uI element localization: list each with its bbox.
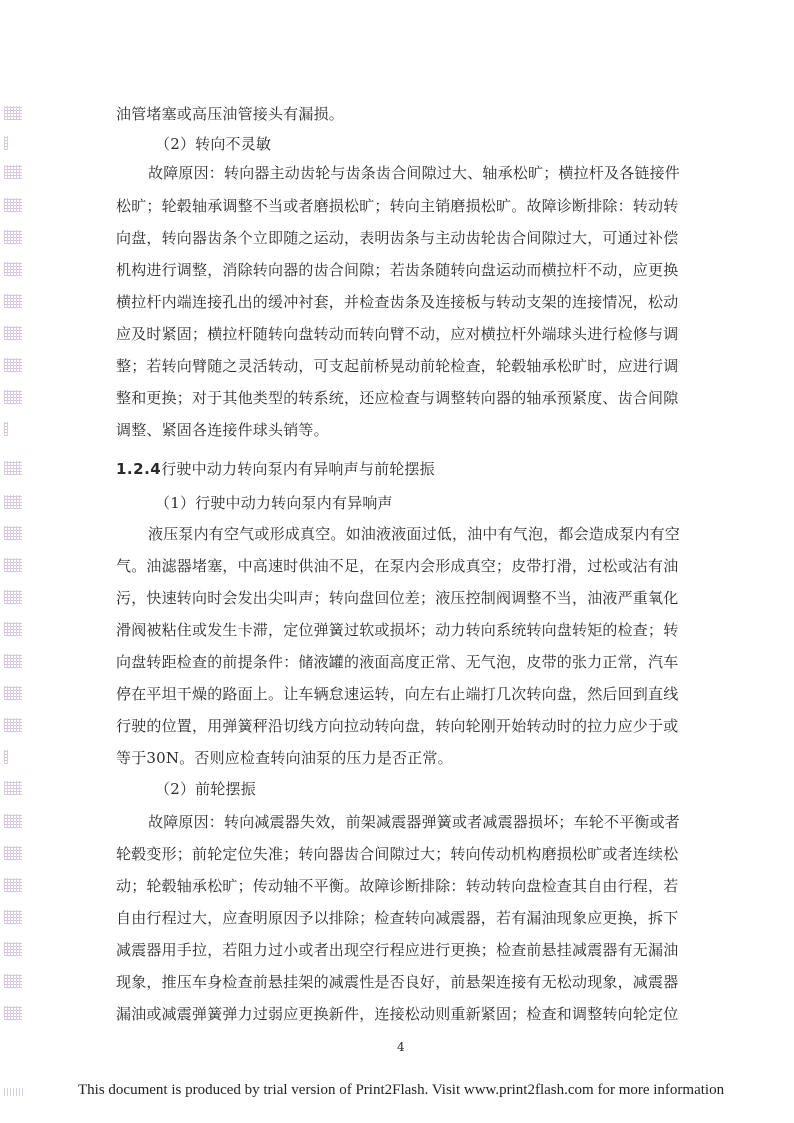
margin-scan-mark xyxy=(4,526,22,540)
margin-scan-mark xyxy=(4,910,22,924)
paragraph-line: 轮毂变形；前轮定位失准；转向器齿合间隙过大；转向传动机构磨损松旷或者连续松 xyxy=(116,845,679,863)
footer-artifact xyxy=(4,1088,24,1096)
margin-scan-mark xyxy=(4,294,22,308)
paragraph-line: 向盘，转向器齿条个立即随之运动，表明齿条与主动齿轮齿合间隙过大，可通过补偿 xyxy=(116,229,679,247)
margin-scan-mark xyxy=(4,558,22,572)
margin-scan-mark xyxy=(4,590,22,604)
margin-scan-mark xyxy=(4,846,22,860)
paragraph-line: 整和更换；对于其他类型的转系统，还应检查与调整转向器的轴承预紧度、齿合间隙 xyxy=(116,389,679,407)
paragraph-line: 液压泵内有空气或形成真空。如油液液面过低，油中有气泡，都会造成泵内有空 xyxy=(148,525,681,543)
paragraph-line: 调整、紧固各连接件球头销等。 xyxy=(116,421,329,439)
margin-scan-mark xyxy=(4,654,22,668)
paragraph-line: 漏油或减震弹簧弹力过弱应更换新件，连接松动则重新紧固；检查和调整转向轮定位 xyxy=(116,1005,679,1023)
paragraph-line: 动；轮毂轴承松旷；传动轴不平衡。故障诊断排除：转动转向盘检查其自由行程，若 xyxy=(116,877,679,895)
margin-scan-mark xyxy=(4,262,22,276)
paragraph-line: 行驶的位置，用弹簧秤沿切线方向拉动转向盘，转向轮刚开始转动时的拉力应少于或 xyxy=(116,717,679,735)
margin-scan-mark xyxy=(4,326,22,340)
margin-scan-mark xyxy=(4,781,22,795)
paragraph-line: 自由行程过大，应查明原因予以排除；检查转向减震器，若有漏油现象应更换，拆下 xyxy=(116,909,679,927)
subsection-title: （2）前轮摆振 xyxy=(155,780,256,798)
margin-scan-mark xyxy=(4,622,22,636)
margin-scan-mark xyxy=(4,461,22,475)
paragraph-line: 故障原因：转向器主动齿轮与齿条齿合间隙过大、轴承松旷；横拉杆及各链接件 xyxy=(148,164,681,182)
paragraph-line: 现象，推压车身检查前悬挂架的减震性是否良好，前悬架连接有无松动现象，减震器 xyxy=(116,973,679,991)
margin-scan-mark xyxy=(4,974,22,988)
margin-scan-mark xyxy=(4,198,22,212)
margin-scan-mark xyxy=(4,814,22,828)
margin-scan-mark xyxy=(4,390,22,404)
subsection-title: （1）行驶中动力转向泵内有异响声 xyxy=(155,494,393,512)
paragraph-line: 应及时紧固；横拉杆随转向盘转动而转向臂不动，应对横拉杆外端球头进行检修与调 xyxy=(116,325,679,343)
paragraph-line: 减震器用手拉，若阻力过小或者出现空行程应进行更换；检查前悬挂减震器有无漏油 xyxy=(116,941,679,959)
paragraph-line: 横拉杆内端连接孔出的缓冲衬套，并检查齿条及连接板与转动支架的连接情况，松动 xyxy=(116,293,679,311)
paragraph-line: 整；若转向臂随之灵活转动，可支起前桥晃动前轮检查，轮毂轴承松旷时，应进行调 xyxy=(116,357,679,375)
margin-scan-mark xyxy=(4,165,22,179)
margin-scan-mark xyxy=(4,750,8,764)
margin-scan-mark xyxy=(4,106,22,120)
paragraph-line: 油管堵塞或高压油管接头有漏损。 xyxy=(116,105,345,123)
margin-scan-mark xyxy=(4,230,22,244)
margin-scan-mark xyxy=(4,495,22,509)
section-heading xyxy=(116,459,435,479)
section-heading-text: 行驶中动力转向泵内有异响声与前轮摆振 xyxy=(161,460,435,478)
paragraph-line: 等于30N。否则应检查转向油泵的压力是否正常。 xyxy=(116,749,453,767)
margin-scan-mark xyxy=(4,942,22,956)
page-number: 4 xyxy=(397,1040,405,1054)
margin-scan-mark xyxy=(4,718,22,732)
margin-scan-mark xyxy=(4,136,8,150)
trial-watermark-footer: This document is produced by trial version of Print2Flash. Visit www.print2flash.com for more information xyxy=(78,1082,725,1098)
section-number: 1.2.4 xyxy=(116,460,162,478)
paragraph-line: 污，快速转向时会发出尖叫声；转向盘回位差；液压控制阀调整不当，油液严重氧化 xyxy=(116,589,679,607)
margin-scan-mark xyxy=(4,422,8,436)
paragraph-line: 滑阀被粘住或发生卡滞，定位弹簧过软或损坏；动力转向系统转向盘转矩的检查；转 xyxy=(116,621,679,639)
paragraph-line: 故障原因：转向减震器失效，前架减震器弹簧或者减震器损坏；车轮不平衡或者 xyxy=(148,813,681,831)
paragraph-line: 机构进行调整，消除转向器的齿合间隙；若齿条随转向盘运动而横拉杆不动，应更换 xyxy=(116,261,679,279)
margin-scan-mark xyxy=(4,358,22,372)
paragraph-line: 气。油滤器堵塞，中高速时供油不足，在泵内会形成真空；皮带打滑，过松或沾有油 xyxy=(116,557,679,575)
margin-scan-mark xyxy=(4,686,22,700)
margin-scan-mark xyxy=(4,1006,22,1020)
subsection-title: （2）转向不灵敏 xyxy=(155,135,272,153)
paragraph-line: 松旷；轮毂轴承调整不当或者磨损松旷；转向主销磨损松旷。故障诊断排除：转动转 xyxy=(116,197,679,215)
paragraph-line: 向盘转距检查的前提条件：储液罐的液面高度正常、无气泡，皮带的张力正常，汽车 xyxy=(116,653,679,671)
margin-scan-mark xyxy=(4,878,22,892)
paragraph-line: 停在平坦干燥的路面上。让车辆怠速运转，向左右止端打几次转向盘，然后回到直线 xyxy=(116,685,679,703)
